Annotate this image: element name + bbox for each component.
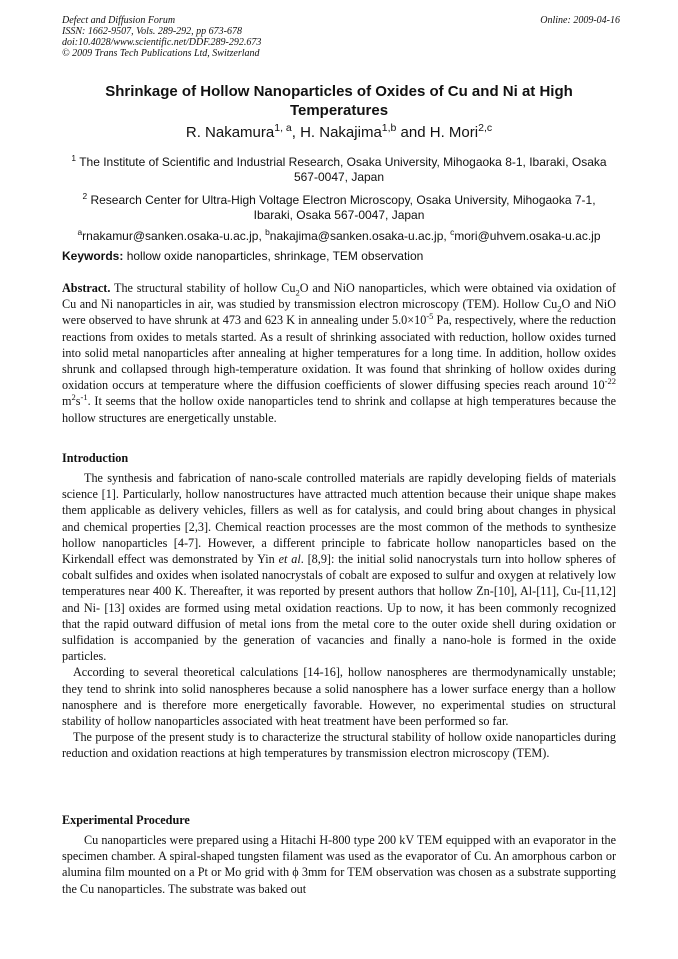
author-affiliation-mark: 1, a — [274, 122, 292, 134]
experimental-body — [62, 832, 616, 897]
paragraph: The synthesis and fabrication of nano-scale controlled materials are rapidly developing fields of materials science [1]. Particularly, hollow nanostructures have attracted much attention because their unique shape makes them applicable as delivery vehicles, fillers as well as for catalysis, and could bring about changes in physical and chemical properties [2,3]. Chemical reaction processes are the most common of the methods to synthesize hollow nanoparticles [4-7]. However, a different principle to fabricate hollow nanoparticles based on the Kirkendall effect was demonstrated by Yin et al. [8,9]: the initial solid nanocrystals turn into hollow spheres of cobalt sulfides and oxides when isolated nanocrystals of cobalt are exposed to sulfur and oxygen at relatively low temperatures near 400 K. Thereafter, it was reported by present authors that hollow Zn-[10], Al-[11], Cu-[11,12] and Ni- [13] oxides are formed using metal oxidation reactions. Up to now, it has been commonly recognized that the rapid outward diffusion of metal ions from the metal core to the outer oxide shell during oxidation or sulfidation is accompanied by the generation of vacancies and finally a nano-hole is formed in the oxide particles. — [62, 471, 616, 664]
affiliation-1: $^1$ The Institute of Scientific and Industrial Research, Osaka University, Mihogaoka 8-1, Ibaraki, Osaka 567-0047, Japan — [71, 153, 607, 184]
online-date: Online: 2009-04-16 — [540, 15, 620, 26]
author-name: H. Nakajima — [300, 124, 382, 141]
email-link[interactable]: rnakamur@sanken.osaka-u.ac.jp, — [82, 229, 266, 243]
paragraph: Cu nanoparticles were prepared using a Hitachi H-800 type 200 kV TEM equipped with an evaporator in the specimen chamber. A spiral-shaped tungsten filament was used as the evaporator of Cu. An amorphous carbon or alumina film mounted on a Pt or Mo grid with ϕ 3mm for TEM observation was chosen as a substrate supporting the Cu nanoparticles. The substrate was baked out — [62, 833, 616, 896]
email-link[interactable]: mori@uhvem.osaka-u.ac.jp — [454, 229, 601, 243]
keywords-text: hollow oxide nanoparticles, shrinkage, TEM observation — [123, 249, 424, 263]
paper-title: Shrinkage of Hollow Nanoparticles of Oxides of Cu and Ni at High Temperatures — [105, 83, 573, 119]
journal-header — [62, 15, 620, 59]
affiliation-2: $^2$ Research Center for Ultra-High Voltage Electron Microscopy, Osaka University, Mihogaoka 7-1, Ibaraki, Osaka 567-0047, Japan — [82, 191, 596, 222]
paragraph: The purpose of the present study is to characterize the structural stability of hollow oxide nanoparticles during reduction and oxidation reactions at high temperatures by transmission electron microscopy (TEM). — [62, 730, 616, 761]
section-heading-experimental: Experimental Procedure — [62, 813, 190, 827]
introduction-body — [62, 470, 616, 762]
author-affiliation-mark: 1,b — [381, 122, 397, 134]
abstract-label: Abstract. — [62, 281, 111, 295]
author-name: H. Mori — [429, 124, 479, 141]
journal-copyright: © 2009 Trans Tech Publications Ltd, Switzerland — [62, 48, 260, 59]
author-list: R. Nakamura$^{1, a}$, H. Nakajima$^{1,b}$ and H. Mori$^{2,c}$ — [185, 122, 493, 141]
journal-issn: ISSN: 1662-9507, Vols. 289-292, pp 673-678 — [62, 26, 242, 37]
keywords-label: Keywords: — [62, 249, 124, 263]
author-name: R. Nakamura — [185, 124, 275, 141]
email-link[interactable]: nakajima@sanken.osaka-u.ac.jp, — [269, 229, 451, 243]
abstract: Abstract. The structural stability of hollow $Cu_2O$ and NiO nanoparticles, which were obtained via oxidation of Cu and Ni nanoparticles in air, was studied by transmission electron microscopy (TEM). Hollow $Cu_2O$ and NiO were observed to have shrunk at 473 and 623 K in annealing under $5.0\times 10^{-5}$ Pa, respectively, where the reduction reactions from oxides to metals started. As a result of shrinking associated with reduction, hollow oxides turned into solid metal nanoparticles after annealing at higher temperatures for a long time. In addition, hollow oxides shrunk and collapsed through high-temperature oxidation. It was found that shrinking of hollow oxides during oxidation occurs at temperature where the diffusion coefficients of slower diffusing species reach around $10^{-22}$ $m^2s^{-1}$. It seems that the hollow oxide nanoparticles tend to shrink and collapse at high temperatures because the hollow structures are energetically unstable. — [62, 281, 616, 425]
author-emails: $^a$rnakamur@sanken.osaka-u.ac.jp, $^b$nakajima@sanken.osaka-u.ac.jp, $^c$mori@uhvem.osaka-u.ac.jp — [77, 227, 601, 243]
journal-name: Defect and Diffusion Forum — [62, 15, 176, 26]
keywords — [62, 249, 616, 264]
paragraph: According to several theoretical calculations [14-16], hollow nanospheres are thermodynamically unstable; they tend to shrink into solid nanospheres because a solid nanosphere has a lower surface energy than a hollow nanosphere and is therefore more energetically favorable. However, no experimental studies on structural stability of hollow nanoparticles associated with heat treatment have been performed so far. — [62, 665, 616, 729]
section-heading-introduction: Introduction — [62, 451, 129, 465]
journal-doi: doi:10.4028/www.scientific.net/DDF.289-292.673 — [62, 37, 262, 48]
author-affiliation-mark: 2,c — [478, 122, 493, 134]
